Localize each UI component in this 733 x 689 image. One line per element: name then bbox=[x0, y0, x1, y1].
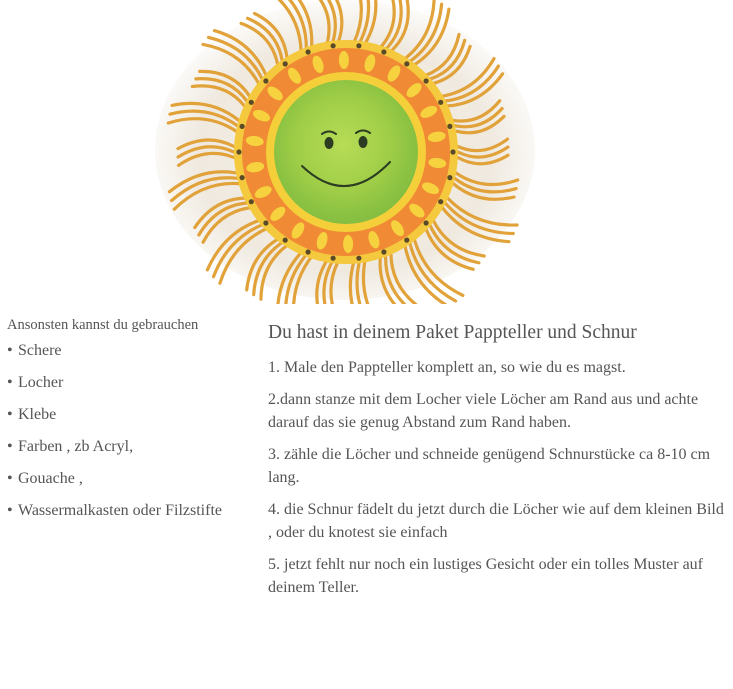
material-item-hole-punch: • Locher bbox=[7, 373, 237, 393]
punched-hole bbox=[381, 249, 386, 254]
punched-hole bbox=[283, 238, 288, 243]
punched-hole bbox=[240, 175, 245, 180]
material-item-acrylic-paint: • Farben , zb Acryl, bbox=[7, 437, 237, 457]
punched-hole bbox=[263, 220, 268, 225]
punched-hole bbox=[306, 249, 311, 254]
punched-hole bbox=[438, 199, 443, 204]
instructions-heading: Du hast in deinem Paket Pappteller und Schnur bbox=[268, 322, 637, 343]
punched-hole bbox=[331, 43, 336, 48]
materials-list-section bbox=[7, 315, 237, 533]
punched-hole bbox=[450, 149, 455, 154]
instruction-step-3: 3. zähle die Löcher und schneide genügend Schnurstücke ca 8-10 cm lang. bbox=[268, 446, 711, 486]
punched-hole bbox=[404, 61, 409, 66]
instruction-step-4: 4. die Schnur fädelt du jetzt durch die Löcher wie auf dem kleinen Bild , oder du knotest sie einfach bbox=[268, 501, 724, 541]
material-item-gouache: • Gouache , bbox=[7, 469, 237, 489]
punched-hole bbox=[424, 78, 429, 83]
paper-plate-sun-image bbox=[150, 0, 540, 304]
punched-hole bbox=[447, 175, 452, 180]
punched-hole bbox=[236, 149, 241, 154]
punched-hole bbox=[381, 49, 386, 54]
punched-hole bbox=[404, 238, 409, 243]
punched-hole bbox=[263, 78, 268, 83]
instructions-section bbox=[268, 320, 730, 608]
punched-hole bbox=[240, 124, 245, 129]
materials-intro: Ansonsten kannst du gebrauchen bbox=[7, 317, 199, 333]
instruction-step-2: 2.dann stanze mit dem Locher viele Löcher am Rand aus und achte darauf das sie genug Abstand zum Rand haben. bbox=[268, 391, 699, 431]
punched-hole bbox=[249, 199, 254, 204]
punched-hole bbox=[424, 220, 429, 225]
punched-hole bbox=[356, 256, 361, 261]
paper-plate-sun-icon bbox=[150, 0, 540, 304]
punched-hole bbox=[356, 43, 361, 48]
instruction-step-5: 5. jetzt fehlt nur noch ein lustiges Gesicht oder ein tolles Muster auf deinem Teller. bbox=[268, 556, 703, 596]
punched-hole bbox=[306, 49, 311, 54]
punched-hole bbox=[447, 124, 452, 129]
punched-hole bbox=[331, 256, 336, 261]
material-item-scissors: • Schere bbox=[7, 341, 237, 361]
material-item-glue: • Klebe bbox=[7, 405, 237, 425]
punched-hole bbox=[283, 61, 288, 66]
materials-list bbox=[7, 341, 237, 521]
punched-hole bbox=[249, 100, 254, 105]
instruction-step-1: 1. Male den Pappteller komplett an, so wie du es magst. bbox=[268, 359, 626, 376]
material-item-watercolor-markers: • Wassermalkasten oder Filzstifte bbox=[7, 501, 237, 521]
punched-hole bbox=[438, 100, 443, 105]
